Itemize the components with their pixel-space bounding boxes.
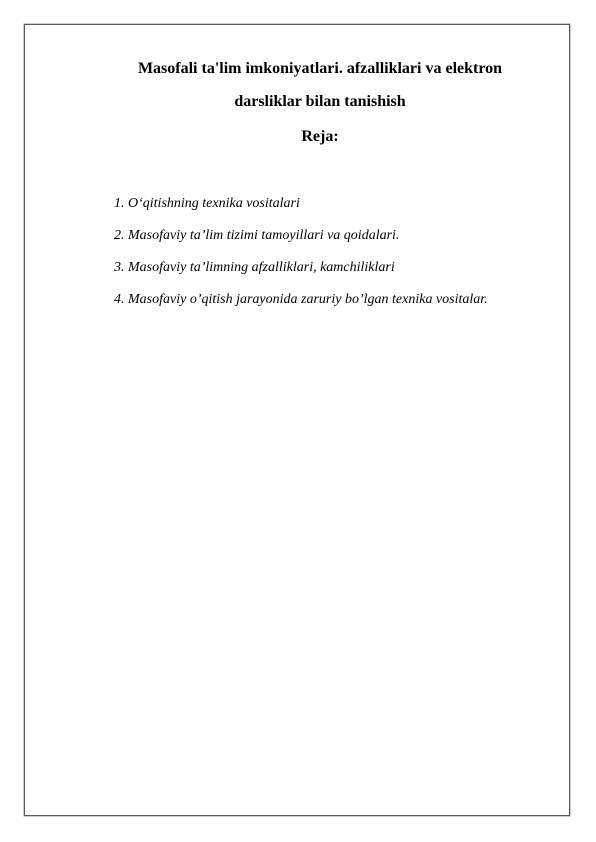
plan-item-2: 2. Masofaviy ta’lim tizimi tamoyillari va qoidalari. xyxy=(114,228,400,243)
plan-item-4: 4. Masofaviy o’qitish jarayonida zaruriy bo’lgan texnika vositalar. xyxy=(114,292,488,307)
plan-item-1: 1. O‘qitishning texnika vositalari xyxy=(114,196,300,211)
plan-heading: Reja: xyxy=(301,128,339,145)
document-title-line-1: Masofali ta'lim imkoniyatlari. afzalliklari va elektron xyxy=(137,60,503,77)
plan-item-3: 3. Masofaviy ta’limning afzalliklari, kamchiliklari xyxy=(114,260,395,275)
plan-list xyxy=(114,196,488,324)
document-title-line-2: darsliklar bilan tanishish xyxy=(234,93,406,110)
